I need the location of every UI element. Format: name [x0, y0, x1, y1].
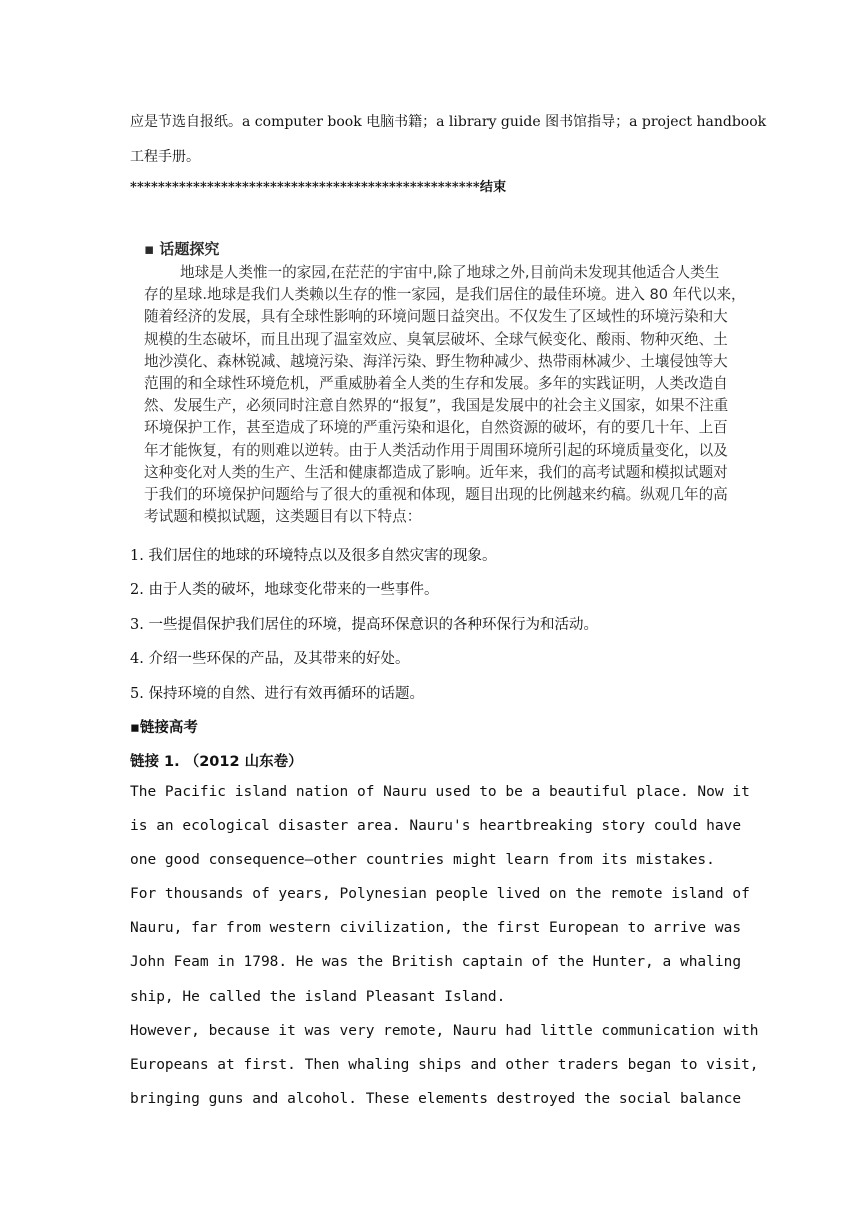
passage-line: ship, He called the island Pleasant Island. [130, 988, 506, 1005]
passage-line: is an ecological disaster area. Nauru's heartbreaking story could have [130, 818, 742, 835]
topic-line: 于我们的环境保护问题给与了很大的重视和体现，题目出现的比例越来约稿。纵观几年的高 [144, 486, 728, 504]
english-passage [130, 775, 759, 1116]
topic-line: 地沙漠化、森林锐减、越境污染、海洋污染、野生物种减少、热带雨林减少、土壤侵蚀等大 [144, 352, 728, 370]
intro-line-2: 工程手册。 [130, 149, 200, 165]
passage-line: Europeans at first. Then whaling ships and other traders began to visit, [130, 1056, 759, 1073]
link-subtitle: 链接 1. （2012 山东卷） [130, 754, 303, 771]
topic-line: 这种变化对人类的生产、生活和健康都造成了影响。近年来，我们的高考试题和模拟试题对 [144, 463, 728, 481]
list-item: 2. 由于人类的破坏，地球变化带来的一些事件。 [130, 582, 439, 599]
topic-block [144, 236, 764, 528]
topic-line: 范围的和全球性环境危机，严重威胁着全人类的生存和发展。多年的实践证明，人类改造自 [144, 375, 728, 393]
intro-line-1: 应是节选自报纸。a computer book 电脑书籍；a library guide 图书馆指导；a project handbook [130, 114, 767, 130]
topic-title: ▪ 话题探究 [144, 240, 220, 258]
topic-line: 考试题和模拟试题，这类题目有以下特点： [144, 508, 422, 526]
topic-line: 年才能恢复，有的则难以逆转。由于人类活动作用于周围环境所引起的环境质量变化，以及 [144, 441, 728, 459]
topic-line: 存的星球.地球是我们人类赖以生存的惟一家园，是我们居住的最佳环境。进入 80 年代以来， [144, 286, 746, 304]
passage-line: bringing guns and alcohol. These elements destroyed the social balance [130, 1090, 742, 1107]
passage-line: The Pacific island nation of Nauru used to be a beautiful place. Now it [130, 784, 750, 800]
section-divider: **************************************************结束 [130, 180, 507, 195]
passage-line: one good consequence—other countries might learn from its mistakes. [130, 852, 715, 869]
list-item: 3. 一些提倡保护我们居住的环境，提高环保意识的各种环保行为和活动。 [130, 616, 598, 633]
features-list [130, 539, 598, 780]
topic-line: 环境保护工作，甚至造成了环境的严重污染和退化，自然资源的破坏，有的要几十年、上百 [144, 419, 728, 437]
list-item: 4. 介绍一些环保的产品，及其带来的好处。 [130, 651, 410, 668]
list-item: 5. 保持环境的自然、进行有效再循环的话题。 [130, 685, 424, 702]
topic-line: 随着经济的发展，具有全球性影响的环境问题日益突出。不仅发生了区域性的环境污染和大 [144, 308, 728, 326]
passage-line: However, because it was very remote, Nauru had little communication with [130, 1022, 759, 1039]
topic-line: 然、发展生产，必须同时注意自然界的“报复”，我国是发展中的社会主义国家，如果不注重 [144, 397, 729, 415]
passage-line: Nauru, far from western civilization, the first European to arrive was [130, 920, 742, 937]
passage-line: John Feam in 1798. He was the British captain of the Hunter, a whaling [130, 954, 742, 971]
passage-line: For thousands of years, Polynesian people lived on the remote island of [130, 886, 750, 903]
link-section-title: ▪链接高考 [130, 720, 198, 737]
topic-line: 规模的生态破坏，而且出现了温室效应、臭氧层破坏、全球气候变化、酸雨、物种灭绝、土 [144, 330, 728, 348]
list-item: 1. 我们居住的地球的环境特点以及很多自然灾害的现象。 [130, 548, 497, 564]
topic-line: 地球是人类惟一的家园,在茫茫的宇宙中,除了地球之外,目前尚未发现其他适合人类生 [180, 264, 720, 281]
